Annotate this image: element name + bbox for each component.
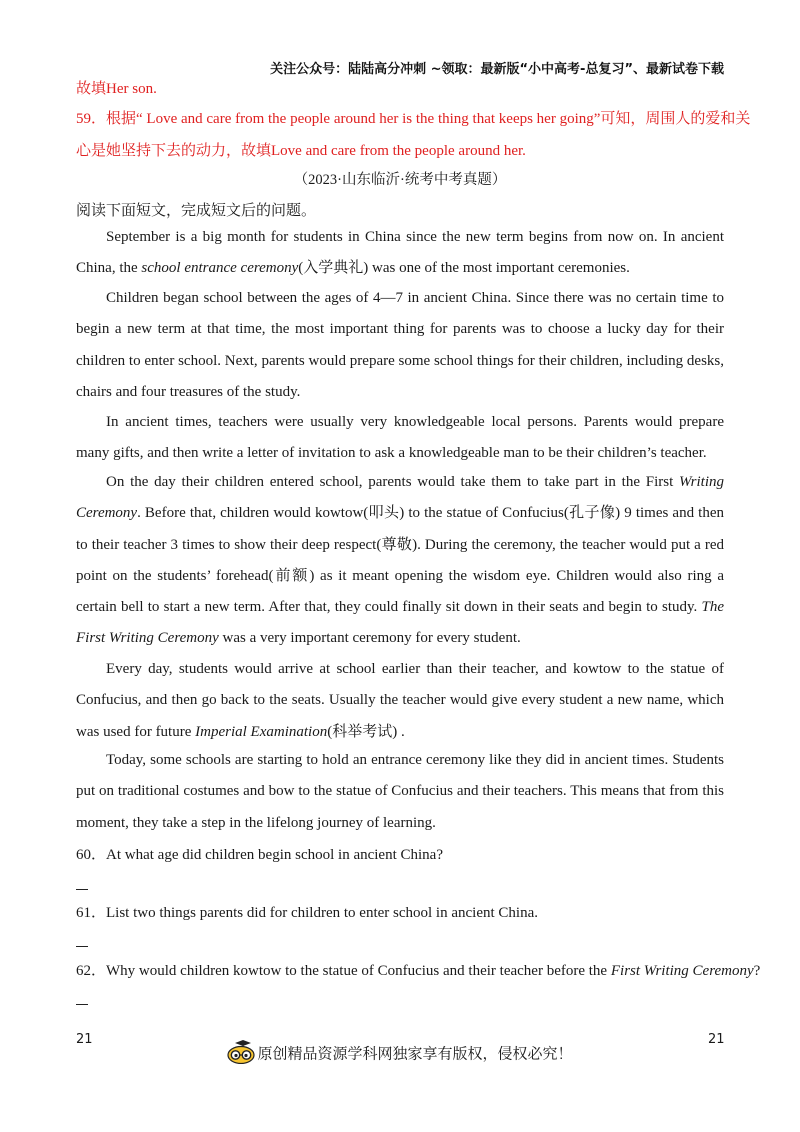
term-school-entrance-ceremony: school entrance ceremony — [141, 260, 299, 277]
question-61: 61．List two things parents did for children to enter school in ancient China. — [76, 905, 538, 921]
answer-blank-60[interactable] — [76, 889, 88, 890]
passage-paragraph-4: On the day their children entered school, parents would take them to take part in the First Writing Ceremony. Before that, children would kowtow(叩头) to the statue of Confucius(孔子像) 9 times and then to their teacher 3 times to show their deep respect(尊敬). During the ceremony, the teacher would put a red point on the students’ forehead(前额) as it meant opening the wisdom eye. Children would also ring a certain bell to start a new term. After that, they could finally sit down in their seats and begin to study. The First Writing Ceremony was a very important ceremony for every student. — [76, 474, 724, 647]
question-62: 62．Why would children kowtow to the statue of Confucius and their teacher before the First Writing Ceremony? — [76, 963, 761, 979]
answer-59-line1: 59．根据“ Love and care from the people around her is the thing that keeps her going”可知，周围人的爱和关 — [76, 111, 751, 127]
question-60: 60．At what age did children begin school in ancient China? — [76, 847, 443, 863]
page-number-left: 21 — [76, 1032, 93, 1047]
answer-58-end: 故填Her son. — [76, 81, 157, 97]
term-imperial-examination: Imperial Examination — [195, 723, 328, 740]
page-number-right: 21 — [708, 1032, 725, 1047]
passage-paragraph-3: In ancient times, teachers were usually very knowledgeable local persons. Parents would prepare many gifts, and then write a letter of invitation to ask a knowledgeable man to be their children’s teacher. — [76, 414, 724, 462]
page-header: 关注公众号：陆陆高分冲刺 ~领取：最新版“小中高考-总复习”、最新试卷下载 — [270, 62, 724, 77]
mascot-logo-icon — [227, 1040, 255, 1068]
instruction: 阅读下面短文，完成短文后的问题。 — [76, 203, 317, 219]
passage-paragraph-5: Every day, students would arrive at school earlier than their teacher, and kowtow to the statue of Confucius, and then go back to the seats. Usually the teacher would give every student a new name, which was used for future Imperial Examination(科举考试) . — [76, 661, 724, 740]
passage-paragraph-2: Children began school between the ages of 4—7 in ancient China. Since there was no certain time to begin a new term at that time, the most important thing for parents was to choose a lucky day for their children to enter school. Next, parents would prepare some school things for their children, including desks, chairs and four treasures of the study. — [76, 290, 724, 400]
source-note: （2023·山东临沂·统考中考真题） — [293, 172, 507, 188]
passage-paragraph-6: Today, some schools are starting to hold an entrance ceremony like they did in ancient times. Students put on traditional costumes and bow to the statue of Confucius and their teachers. This means that from this moment, they take a step in the lifelong journey of learning. — [76, 752, 724, 831]
answer-blank-61[interactable] — [76, 946, 88, 947]
term-writing-ceremony: Writing Ceremony — [76, 474, 724, 522]
term-first-writing-ceremony-q62: First Writing Ceremony — [610, 963, 754, 979]
answer-blank-62[interactable] — [76, 1004, 88, 1005]
answer-59-line2: 心是她坚持下去的动力，故填Love and care from the people around her. — [76, 143, 526, 159]
term-first-writing-ceremony: The First Writing Ceremony — [76, 599, 724, 647]
passage-paragraph-1: September is a big month for students in China since the new term begins from now on. In ancient China, the school entrance ceremony(入学典礼) was one of the most important ceremonies. — [76, 229, 724, 277]
copyright-footer — [0, 1040, 800, 1068]
footer-text: 原创精品资源学科网独家享有版权，侵权必究！ — [257, 1044, 573, 1063]
